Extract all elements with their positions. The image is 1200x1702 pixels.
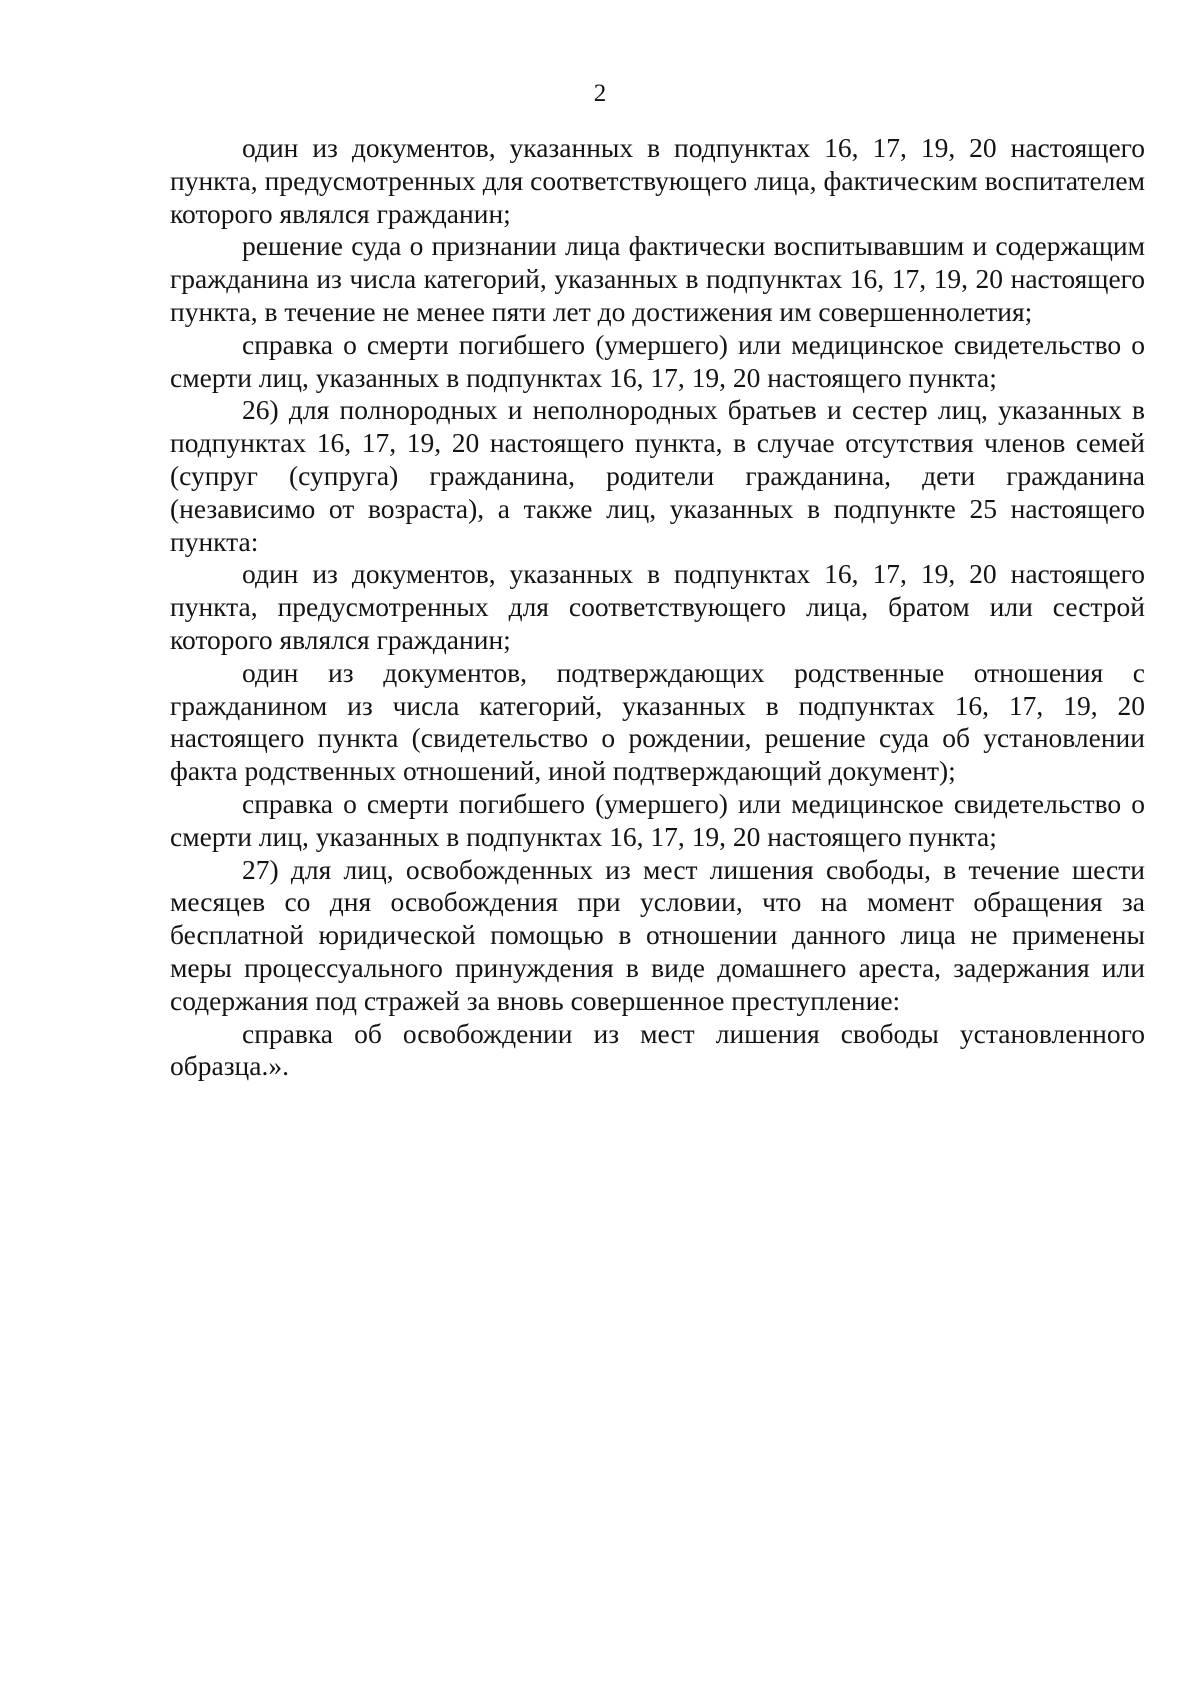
paragraph-6: один из документов, подтверждающих родственные отношения с гражданином из числа категорий, указанных в подпунктах 16, 17, 19, 20 настоящего пункта (свидетельство о рождении, решение суда об установлении факта родственных отношений, иной подтверждающий документ);	[170, 656, 1145, 787]
paragraph-7: справка о смерти погибшего (умершего) или медицинское свидетельство о смерти лиц, указанных в подпунктах 16, 17, 19, 20 настоящего пункта;	[170, 787, 1145, 852]
paragraph-5: один из документов, указанных в подпунктах 16, 17, 19, 20 настоящего пункта, предусмотренных для соответствующего лица, братом или сестрой которого являлся гражданин;	[170, 558, 1145, 655]
paragraph-1: один из документов, указанных в подпунктах 16, 17, 19, 20 настоящего пункта, предусмотренных для соответствующего лица, фактическим воспитателем которого являлся гражданин;	[170, 132, 1145, 229]
paragraph-4-item-26: 26) для полнородных и неполнородных братьев и сестер лиц, указанных в подпунктах 16, 17, 19, 20 настоящего пункта, в случае отсутствия членов семей (супруг (супруга) гражданина, родители гражданина, дети гражданина (независимо от возраста), а также лиц, указанных в подпункте 25 настоящего пункта:	[170, 394, 1145, 557]
paragraph-2: решение суда о признании лица фактически воспитывавшим и содержащим гражданина из числа категорий, указанных в подпунктах 16, 17, 19, 20 настоящего пункта, в течение не менее пяти лет до достижения им совершеннолетия;	[170, 230, 1145, 327]
paragraph-8-item-27: 27) для лиц, освобожденных из мест лишения свободы, в течение шести месяцев со дня освобождения при условии, что на момент обращения за бесплатной юридической помощью в отношении данного лица не применены меры процессуального принуждения в виде домашнего ареста, задержания или содержания под стражей за вновь совершенное преступление:	[170, 853, 1145, 1016]
paragraph-9: справка об освобождении из мест лишения свободы установленного образца.».	[170, 1017, 1145, 1082]
paragraph-3: справка о смерти погибшего (умершего) или медицинское свидетельство о смерти лиц, указанных в подпунктах 16, 17, 19, 20 настоящего пункта;	[170, 328, 1145, 393]
document-body	[170, 132, 1145, 1083]
page-number: 2	[593, 80, 607, 107]
